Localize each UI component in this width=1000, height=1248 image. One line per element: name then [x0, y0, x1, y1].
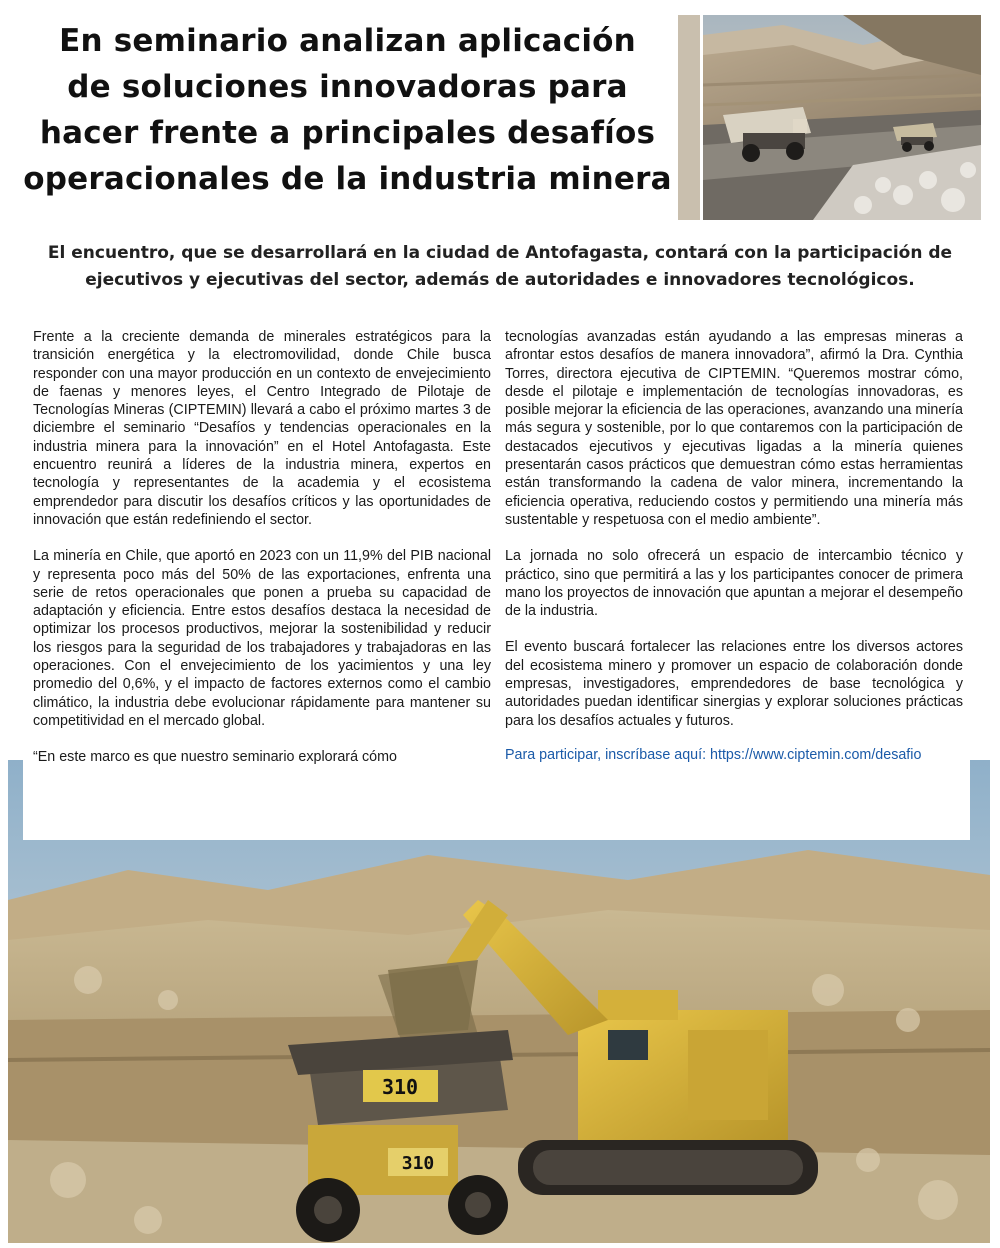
headline-line: hacer frente a principales desafíos [39, 115, 656, 151]
subheadline: El encuentro, que se desarrollará en la ciudad de Antofagasta, contará con la participación de ejecutivos y ejecutivas del sector, además de autoridades e innovadores tecnológicos. [47, 243, 953, 290]
truck-number-lower: 310 [401, 1153, 435, 1174]
article-body [23, 320, 970, 840]
mine-trucks-illustration [703, 15, 981, 220]
paragraph: La jornada no solo ofrecerá un espacio de intercambio técnico y práctico, sino que permitirá a las y los participantes conocer de primera mano los proyectos de innovación que apuntan a mejorar el desempeño de la industria. [505, 548, 963, 620]
paragraph: “En este marco es que nuestro seminario explorará cómo [33, 749, 397, 766]
paragraph: El evento buscará fortalecer las relaciones entre los diversos actores del ecosistema minero y promover un espacio de colaboración donde empresas, investigadores, emprendedores de base tecnológica y autoridades puedan identificar sinergias y explorar soluciones prácticas para los desafíos actuales y futuros. [505, 639, 963, 729]
headline-line: En seminario analizan aplicación [59, 23, 636, 59]
accent-bar [678, 15, 700, 220]
headline-line: operacionales de la industria minera [23, 161, 672, 197]
header-photo-mine-trucks [703, 15, 981, 220]
article-column-left [33, 328, 491, 785]
truck-number-upper: 310 [381, 1075, 419, 1099]
headline-line: de soluciones innovadoras para [67, 69, 628, 105]
article-column-right [505, 328, 963, 782]
paragraph: Frente a la creciente demanda de minerales estratégicos para la transición energética y la electromovilidad, donde Chile busca responder con una mayor producción en un contexto de envejecimiento de faenas y menores leyes, el Centro Integrado de Pilotaje de Tecnologías Mineras (CIPTEMIN) llevará a cabo el próximo martes 3 de diciembre el seminario “Desafíos y tendencias operacionales en la industria minera para la innovación” en el Hotel Antofagasta. Este encuentro reunirá a líderes de la industria minera, expertos en tecnología y representantes de la academia y el ecosistema emprendedor para discutir los desafíos críticos y las oportunidades de innovación que están redefiniendo el sector. [33, 329, 491, 528]
registration-link[interactable]: Para participar, inscríbase aquí: https://www.ciptemin.com/desafio [505, 746, 922, 763]
paragraph: tecnologías avanzadas están ayudando a las empresas mineras a afrontar estos desafíos de manera innovadora”, afirmó la Dra. Cynthia Torres, directora ejecutiva de CIPTEMIN. “Queremos mostrar cómo, desde el pilotaje e implementación de tecnologías innovadoras, es posible mejorar la eficiencia de las operaciones, avanzando una minería más segura y sostenible, por lo que contaremos con la participación de destacados ejecutivos y ejecutivas ligadas a la minería quienes presentarán casos prácticos que demuestran cómo estas herramientas están transformando la cadena de valor minera, incrementando la eficiencia operativa, reduciendo costos y permitiendo una minería más sustentable y respetuosa con el medio ambiente”. [505, 329, 963, 528]
paragraph: La minería en Chile, que aportó en 2023 con un 11,9% del PIB nacional y representa poco más del 50% de las exportaciones, enfrenta una serie de retos operacionales que ponen a prueba su capacidad de adaptación y eficiencia. Entre estos desafíos destaca la necesidad de optimizar los procesos productivos, mejorar la sostenibilidad y reducir los riesgos para la seguridad de los trabajadores y trabajadoras en las operaciones. Con el envejecimiento de los yacimientos y una ley promedio del 0,6%, y el impacto de factores externos como el cambio climático, la industria debe evolucionar rápidamente para mantener su competitividad en el mercado global. [33, 548, 491, 729]
headline [20, 18, 675, 202]
